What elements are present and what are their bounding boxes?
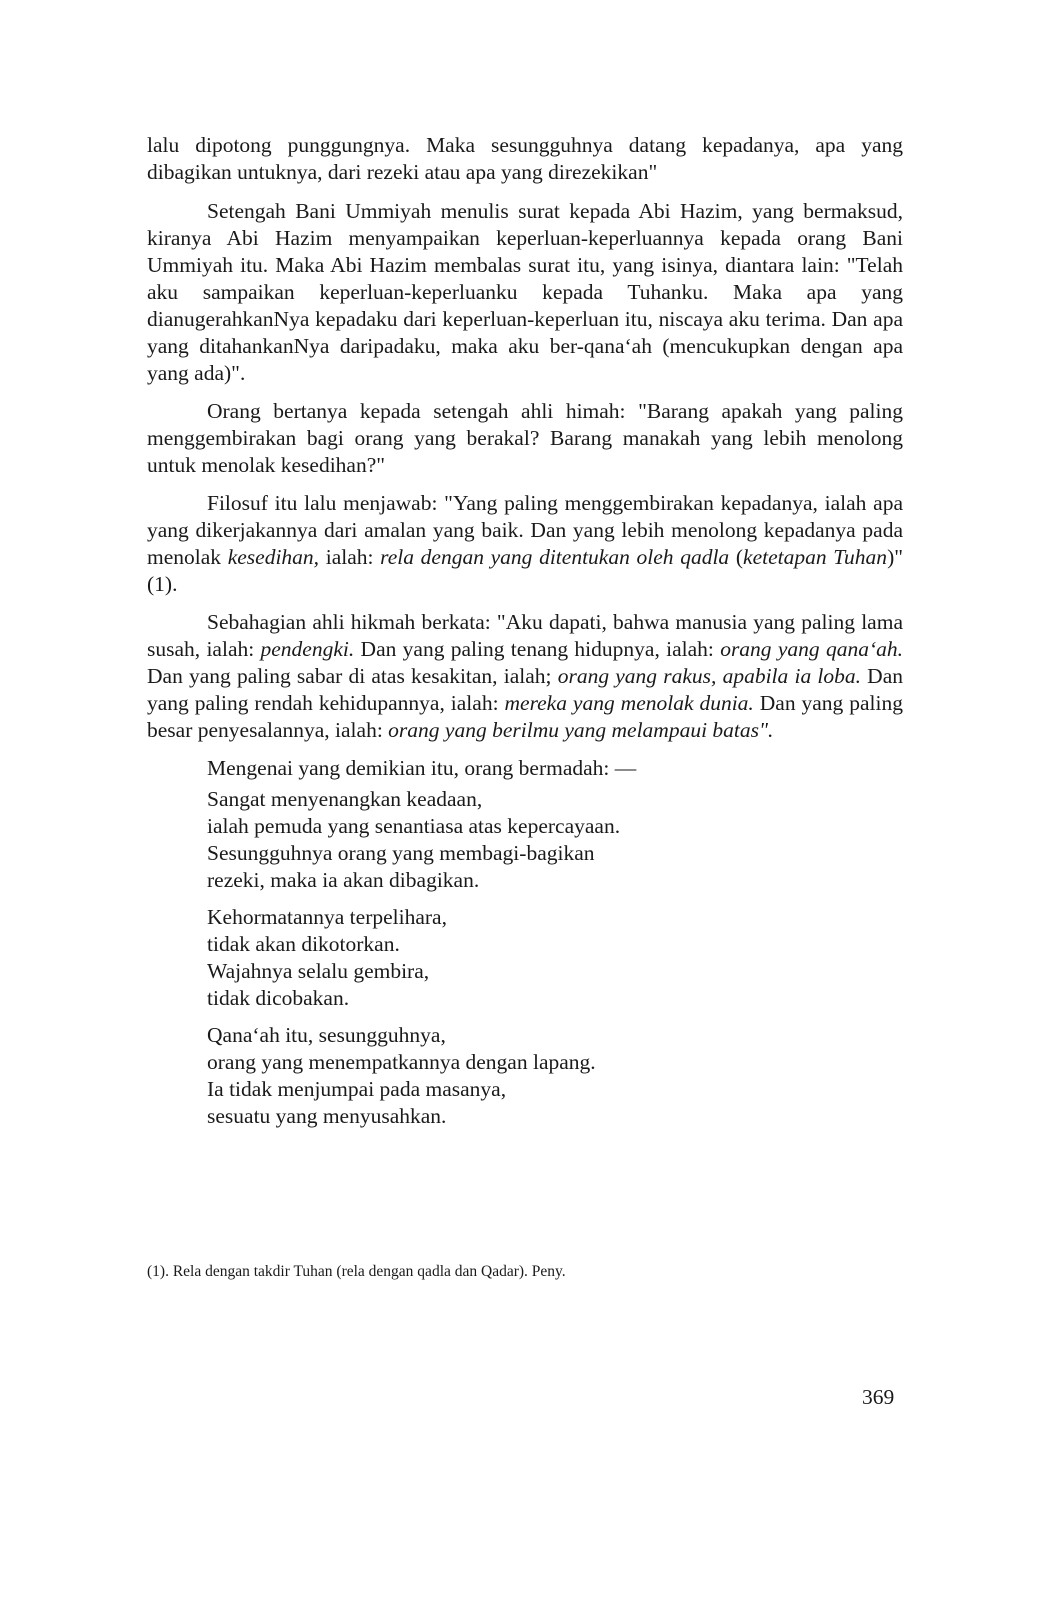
page-number: 369 [862,1385,895,1409]
paragraph [147,398,903,479]
text-segment: Sebahagian ahli hikmah berkata: "Aku dapati, bahwa manusia yang paling lama susah, ialah: [147,610,903,661]
italic-text: rela dengan yang ditentukan oleh qadla [380,545,730,569]
poem-stanza [207,904,903,1012]
italic-text: mereka yang menolak dunia. [504,691,754,715]
text-segment: lalu dipotong punggungnya. Maka sesungguhnya datang kepadanya, apa yang dibagikan untuknya, dari rezeki atau apa yang direzekikan" [147,133,903,184]
poem-verse: rezeki, maka ia akan dibagikan. [207,868,480,892]
paragraph [147,490,903,598]
poem-verse: Ia tidak menjumpai pada masanya, [207,1077,507,1101]
footnote: (1). Rela dengan takdir Tuhan (rela dengan qadla dan Qadar). Peny. [147,1263,566,1280]
poem-stanza [207,786,903,894]
poem-verse: Sesungguhnya orang yang membagi-bagikan [207,841,595,865]
italic-text: kesedihan, [227,545,320,569]
text-segment: Dan yang paling tenang hidupnya, ialah: [354,637,721,661]
poem-verse: Qana‘ah itu, sesungguhnya, [207,1023,446,1047]
poem-verse: ialah pemuda yang senantiasa atas kepercayaan. [207,814,621,838]
text-segment: Dan yang paling rendah kehidupannya, ialah: [147,664,903,715]
poem-stanzas [147,786,903,1130]
poem-stanza [207,1022,903,1130]
page-body [147,132,903,1140]
poem-verse: Kehormatannya terpelihara, [207,905,447,929]
text-segment: )" (1). [147,545,903,596]
poem-intro: Mengenai yang demikian itu, orang bermadah: — [207,756,637,780]
poem-verse: Wajahnya selalu gembira, [207,959,430,983]
poem-verse: orang yang menempatkannya dengan lapang. [207,1050,596,1074]
text-segment: Orang bertanya kepada setengah ahli himah: "Barang apakah yang paling menggembirakan bagi orang yang berakal? Barang manakah yang lebih menolong untuk menolak kesedihan?" [147,399,903,477]
poem-verse: sesuatu yang menyusahkan. [207,1104,447,1128]
text-paragraphs [147,132,903,744]
italic-text: ketetapan Tuhan [743,545,888,569]
paragraph [147,609,903,744]
paragraph [147,198,903,387]
text-segment: ( [729,545,744,569]
italic-text: orang yang qana‘ah. [720,637,903,661]
poem-verse: tidak akan dikotorkan. [207,932,400,956]
paragraph [147,132,903,186]
italic-text: pendengki. [260,637,355,661]
text-segment: Filosuf itu lalu menjawab: "Yang paling menggembirakan kepadanya, ialah apa yang dikerjakannya dari amalan yang baik. Dan yang lebih menolong kepadanya pada menolak [147,491,903,569]
text-segment: ialah: [319,545,381,569]
text-segment: Dan yang paling besar penyesalannya, ialah: [147,691,903,742]
text-segment: Dan yang paling sabar di atas kesakitan, ialah; [147,664,558,688]
text-segment: Setengah Bani Ummiyah menulis surat kepada Abi Hazim, yang bermaksud, kiranya Abi Hazim menyampaikan keperluan-keperluannya kepada orang Bani Ummiyah itu. Maka Abi Hazim membalas surat itu, yang isinya, diantara lain: "Telah aku sampaikan keperluan-keperluanku kepada Tuhanku. Maka apa yang dianugerahkanNya kepadaku dari keperluan-keperluan itu, niscaya aku terima. Dan apa yang ditahankanNya daripadaku, maka aku ber-qana‘ah (mencukupkan dengan apa yang ada)". [147,199,903,385]
poem-verse: tidak dicobakan. [207,986,350,1010]
italic-text: orang yang berilmu yang melampaui batas". [388,718,774,742]
poem-verse: Sangat menyenangkan keadaan, [207,787,483,811]
italic-text: orang yang rakus, apabila ia loba. [557,664,861,688]
poem [147,755,903,1130]
